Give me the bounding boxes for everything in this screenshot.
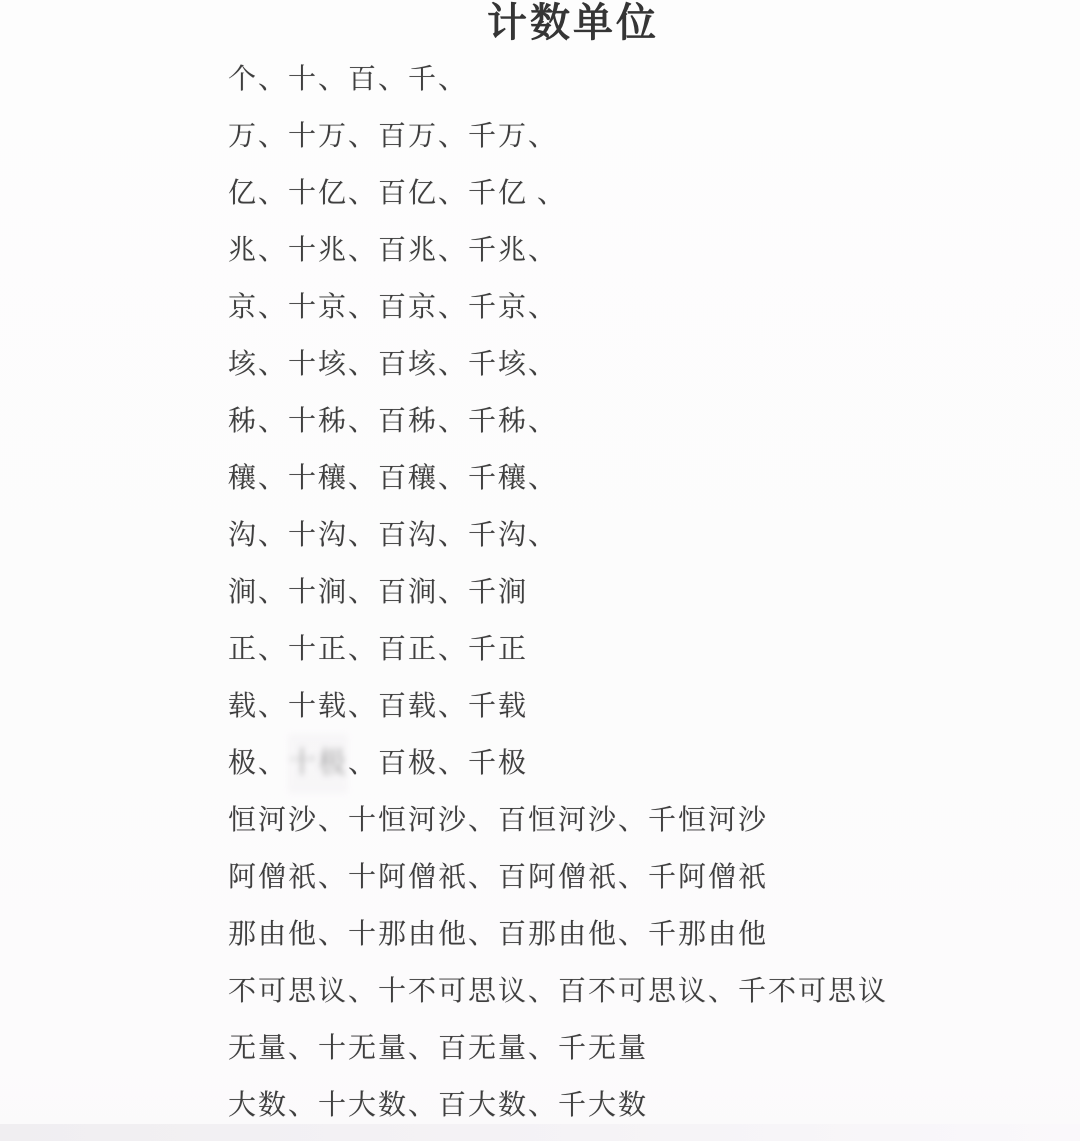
unit-text: 穰、十穰、百穰、千穰、 <box>228 463 559 494</box>
unit-line <box>228 165 1028 222</box>
unit-text: 大数、十大数、百大数、千大数 <box>228 1090 649 1121</box>
unit-text: 秭、十秭、百秭、千秭、 <box>228 406 559 437</box>
unit-line <box>228 792 1028 849</box>
unit-text: 载、十载、百载、千载 <box>228 691 529 722</box>
unit-text: 垓、十垓、百垓、千垓、 <box>228 349 559 380</box>
unit-text: 万、十万、百万、千万、 <box>228 121 559 152</box>
unit-lines <box>228 51 1028 1134</box>
unit-line <box>228 735 1028 792</box>
unit-line <box>228 51 1028 108</box>
unit-text: 、百极、千极 <box>348 748 529 779</box>
unit-text: 亿、十亿、百亿、千亿 、 <box>228 178 568 209</box>
unit-line <box>228 678 1028 735</box>
smudged-text: 十极 <box>288 734 348 794</box>
unit-text: 极、 <box>228 748 289 779</box>
unit-line <box>228 564 1028 621</box>
unit-line <box>228 963 1028 1020</box>
unit-text: 涧、十涧、百涧、千涧 <box>228 577 529 608</box>
unit-text: 阿僧祇、十阿僧祇、百阿僧祇、千阿僧祇 <box>228 862 769 893</box>
unit-line <box>228 906 1028 963</box>
bottom-edge-strip <box>0 1124 1080 1141</box>
unit-line <box>228 279 1028 336</box>
unit-line <box>228 222 1028 279</box>
unit-line <box>228 849 1028 906</box>
unit-line <box>228 336 1028 393</box>
unit-text: 兆、十兆、百兆、千兆、 <box>228 235 559 266</box>
unit-text: 个、十、百、千、 <box>228 64 469 95</box>
unit-text: 那由他、十那由他、百那由他、千那由他 <box>228 919 769 950</box>
unit-text: 不可思议、十不可思议、百不可思议、千不可思议 <box>228 976 889 1007</box>
unit-text: 无量、十无量、百无量、千无量 <box>228 1033 649 1064</box>
unit-text: 正、十正、百正、千正 <box>228 634 529 665</box>
unit-line <box>228 621 1028 678</box>
unit-line <box>228 393 1028 450</box>
unit-line <box>228 1020 1028 1077</box>
unit-line <box>228 507 1028 564</box>
unit-text: 京、十京、百京、千京、 <box>228 292 559 323</box>
unit-text: 恒河沙、十恒河沙、百恒河沙、千恒河沙 <box>228 805 769 836</box>
page-title: 计数单位 <box>487 0 659 45</box>
unit-text: 沟、十沟、百沟、千沟、 <box>228 520 559 551</box>
unit-line <box>228 450 1028 507</box>
unit-line <box>228 108 1028 165</box>
